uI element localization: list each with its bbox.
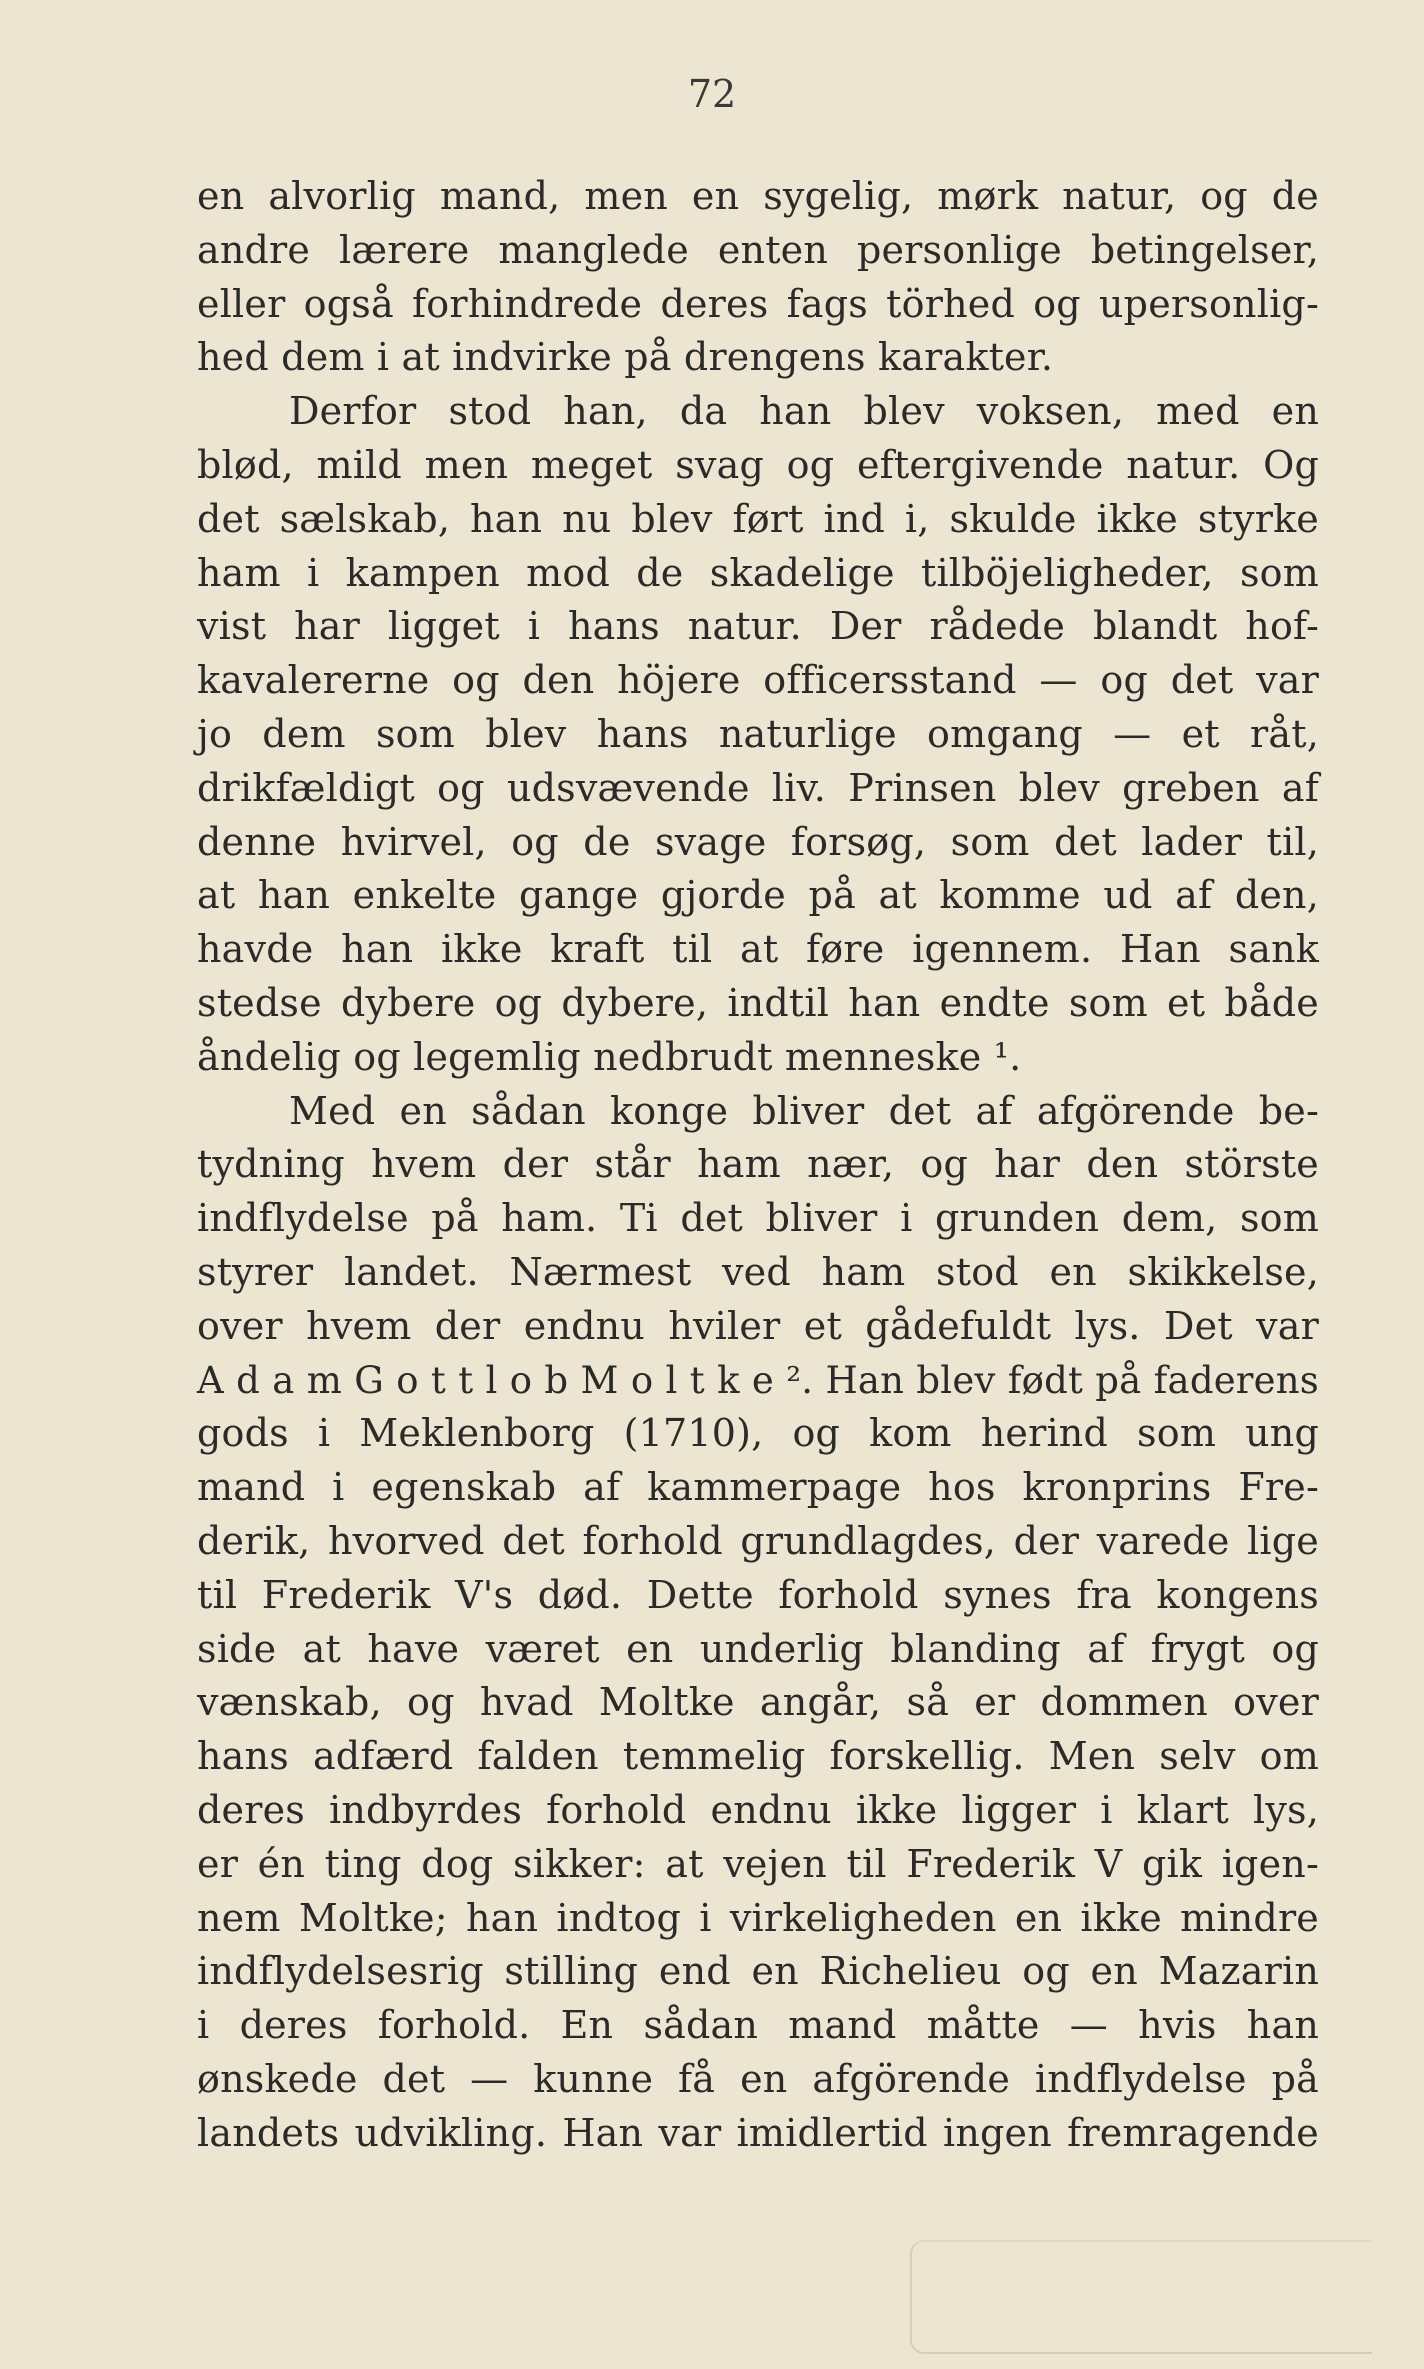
text-line: Med en sådan konge bliver det af afgörende be- <box>289 1088 1319 1133</box>
text-line: andre lærere manglede enten personlige betingelser, <box>197 227 1319 272</box>
text-line: Derfor stod han, da han blev voksen, med en <box>289 389 1319 434</box>
text-line: vist har ligget i hans natur. Der rådede blandt hof- <box>197 604 1319 649</box>
text-line: nem Moltke; han indtog i virkeligheden en ikke mindre <box>197 1895 1319 1940</box>
text-line: tydning hvem der står ham nær, og har den störste <box>197 1142 1319 1187</box>
text-line: i deres forhold. En sådan mand måtte — hvis han <box>197 2003 1319 2048</box>
text-line: indflydelsesrig stilling end en Richelieu og en Mazarin <box>197 1949 1319 1994</box>
text-line: mand i egenskab af kammerpage hos kronprins Fre- <box>197 1465 1319 1510</box>
text-line: ham i kampen mod de skadelige tilböjeligheder, som <box>197 550 1319 595</box>
text-line: styrer landet. Nærmest ved ham stod en skikkelse, <box>197 1249 1319 1294</box>
text-line: vænskab, og hvad Moltke angår, så er dommen over <box>197 1680 1319 1725</box>
text-line: landets udvikling. Han var imidlertid ingen fremragende <box>197 2110 1319 2155</box>
text-line: kavalererne og den höjere officersstand — og det var <box>197 658 1319 703</box>
text-line: hed dem i at indvirke på drengens karakter. <box>197 335 1054 380</box>
text-line: at han enkelte gange gjorde på at komme ud af den, <box>197 873 1319 918</box>
text-line: blød, mild men meget svag og eftergivende natur. Og <box>197 442 1319 487</box>
text-line: stedse dybere og dybere, indtil han endte som et både <box>197 980 1319 1025</box>
text-line: drikfældigt og udsvævende liv. Prinsen blev greben af <box>197 765 1319 810</box>
text-line: en alvorlig mand, men en sygelig, mørk natur, og de <box>197 174 1319 218</box>
text-line: er én ting dog sikker: at vejen til Frederik V gik igen- <box>197 1841 1319 1886</box>
text-line: indflydelse på ham. Ti det bliver i grunden dem, som <box>197 1196 1319 1241</box>
text-line: derik, hvorved det forhold grundlagdes, der varede lige <box>197 1518 1319 1563</box>
text-line: til Frederik V's død. Dette forhold synes fra kongens <box>197 1572 1319 1617</box>
text-line: side at have været en underlig blanding af frygt og <box>197 1626 1319 1671</box>
page-number: 72 <box>687 72 737 116</box>
text-line: hans adfærd falden temmelig forskellig. Men selv om <box>197 1734 1319 1779</box>
text-line: ønskede det — kunne få en afgörende indflydelse på <box>197 2056 1319 2101</box>
text-line: deres indbyrdes forhold endnu ikke ligger i klart lys, <box>197 1787 1319 1832</box>
text-line: eller også forhindrede deres fags törhed og upersonlig- <box>197 281 1319 326</box>
text-line: havde han ikke kraft til at føre igennem. Han sank <box>197 927 1319 972</box>
text-line: det sælskab, han nu blev ført ind i, skulde ikke styrke <box>197 496 1319 541</box>
text-line: denne hvirvel, og de svage forsøg, som det lader til, <box>197 819 1319 864</box>
text-line: gods i Meklenborg (1710), og kom herind som ung <box>197 1411 1319 1456</box>
text-line: åndelig og legemlig nedbrudt menneske ¹. <box>197 1034 1022 1079</box>
paper-mark <box>910 2240 1372 2354</box>
text-line: A d a m G o t t l o b M o l t k e ². Han blev født på faderens <box>197 1358 1319 1402</box>
text-line: over hvem der endnu hviler et gådefuldt lys. Det var <box>197 1303 1319 1348</box>
body-text <box>197 170 1319 2160</box>
text-line: jo dem som blev hans naturlige omgang — et råt, <box>197 711 1319 756</box>
